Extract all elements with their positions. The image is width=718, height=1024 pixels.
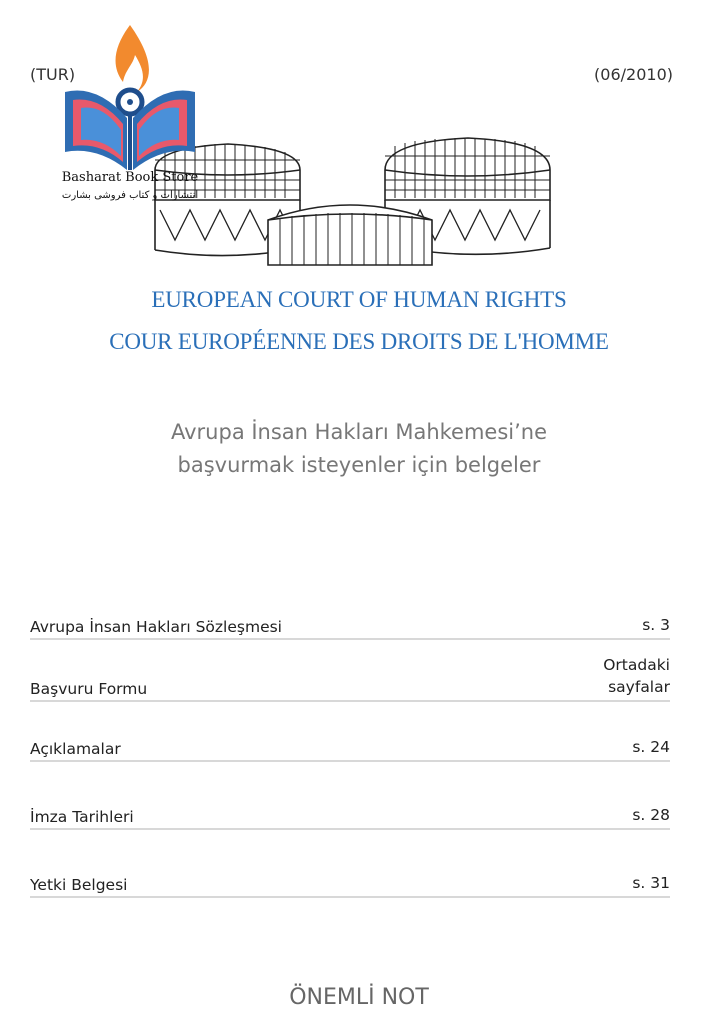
toc-title: Açıklamalar xyxy=(30,740,121,758)
document-code: (TUR) xyxy=(30,65,76,84)
toc-title: Avrupa İnsan Hakları Sözleşmesi xyxy=(30,618,282,636)
toc-title: Başvuru Formu xyxy=(30,680,148,698)
toc-page: s. 28 xyxy=(632,806,670,824)
toc-row-explanations xyxy=(30,732,670,762)
watermark-store-name: Basharat Book Store xyxy=(61,170,199,185)
important-note-heading: ÖNEMLİ NOT xyxy=(289,985,429,1010)
court-title-english: EUROPEAN COURT OF HUMAN RIGHTS xyxy=(151,287,567,312)
watermark-store-name-persian: انتشارات و کتاب فروشی بشارت xyxy=(61,190,199,201)
toc-page: Ortadaki sayfalar xyxy=(603,656,670,696)
toc-row-convention xyxy=(30,612,670,640)
toc-row-application-form xyxy=(30,652,670,702)
toc-title: Yetki Belgesi xyxy=(30,876,128,894)
court-building-icon xyxy=(150,130,555,270)
toc-title: İmza Tarihleri xyxy=(30,808,134,826)
court-title-french: COUR EUROPÉENNE DES DROITS DE L'HOMME xyxy=(109,329,609,354)
toc-page: s. 24 xyxy=(632,738,670,756)
toc-row-authority-form xyxy=(30,868,670,898)
document-date: (06/2010) xyxy=(594,65,673,84)
toc-row-signature-dates xyxy=(30,800,670,830)
document-subtitle-line-2: başvurmak isteyenler için belgeler xyxy=(177,453,541,477)
toc-page: s. 31 xyxy=(632,874,670,892)
document-subtitle-line-1: Avrupa İnsan Hakları Mahkemesi’ne xyxy=(170,420,548,444)
toc-page: s. 3 xyxy=(642,616,670,634)
